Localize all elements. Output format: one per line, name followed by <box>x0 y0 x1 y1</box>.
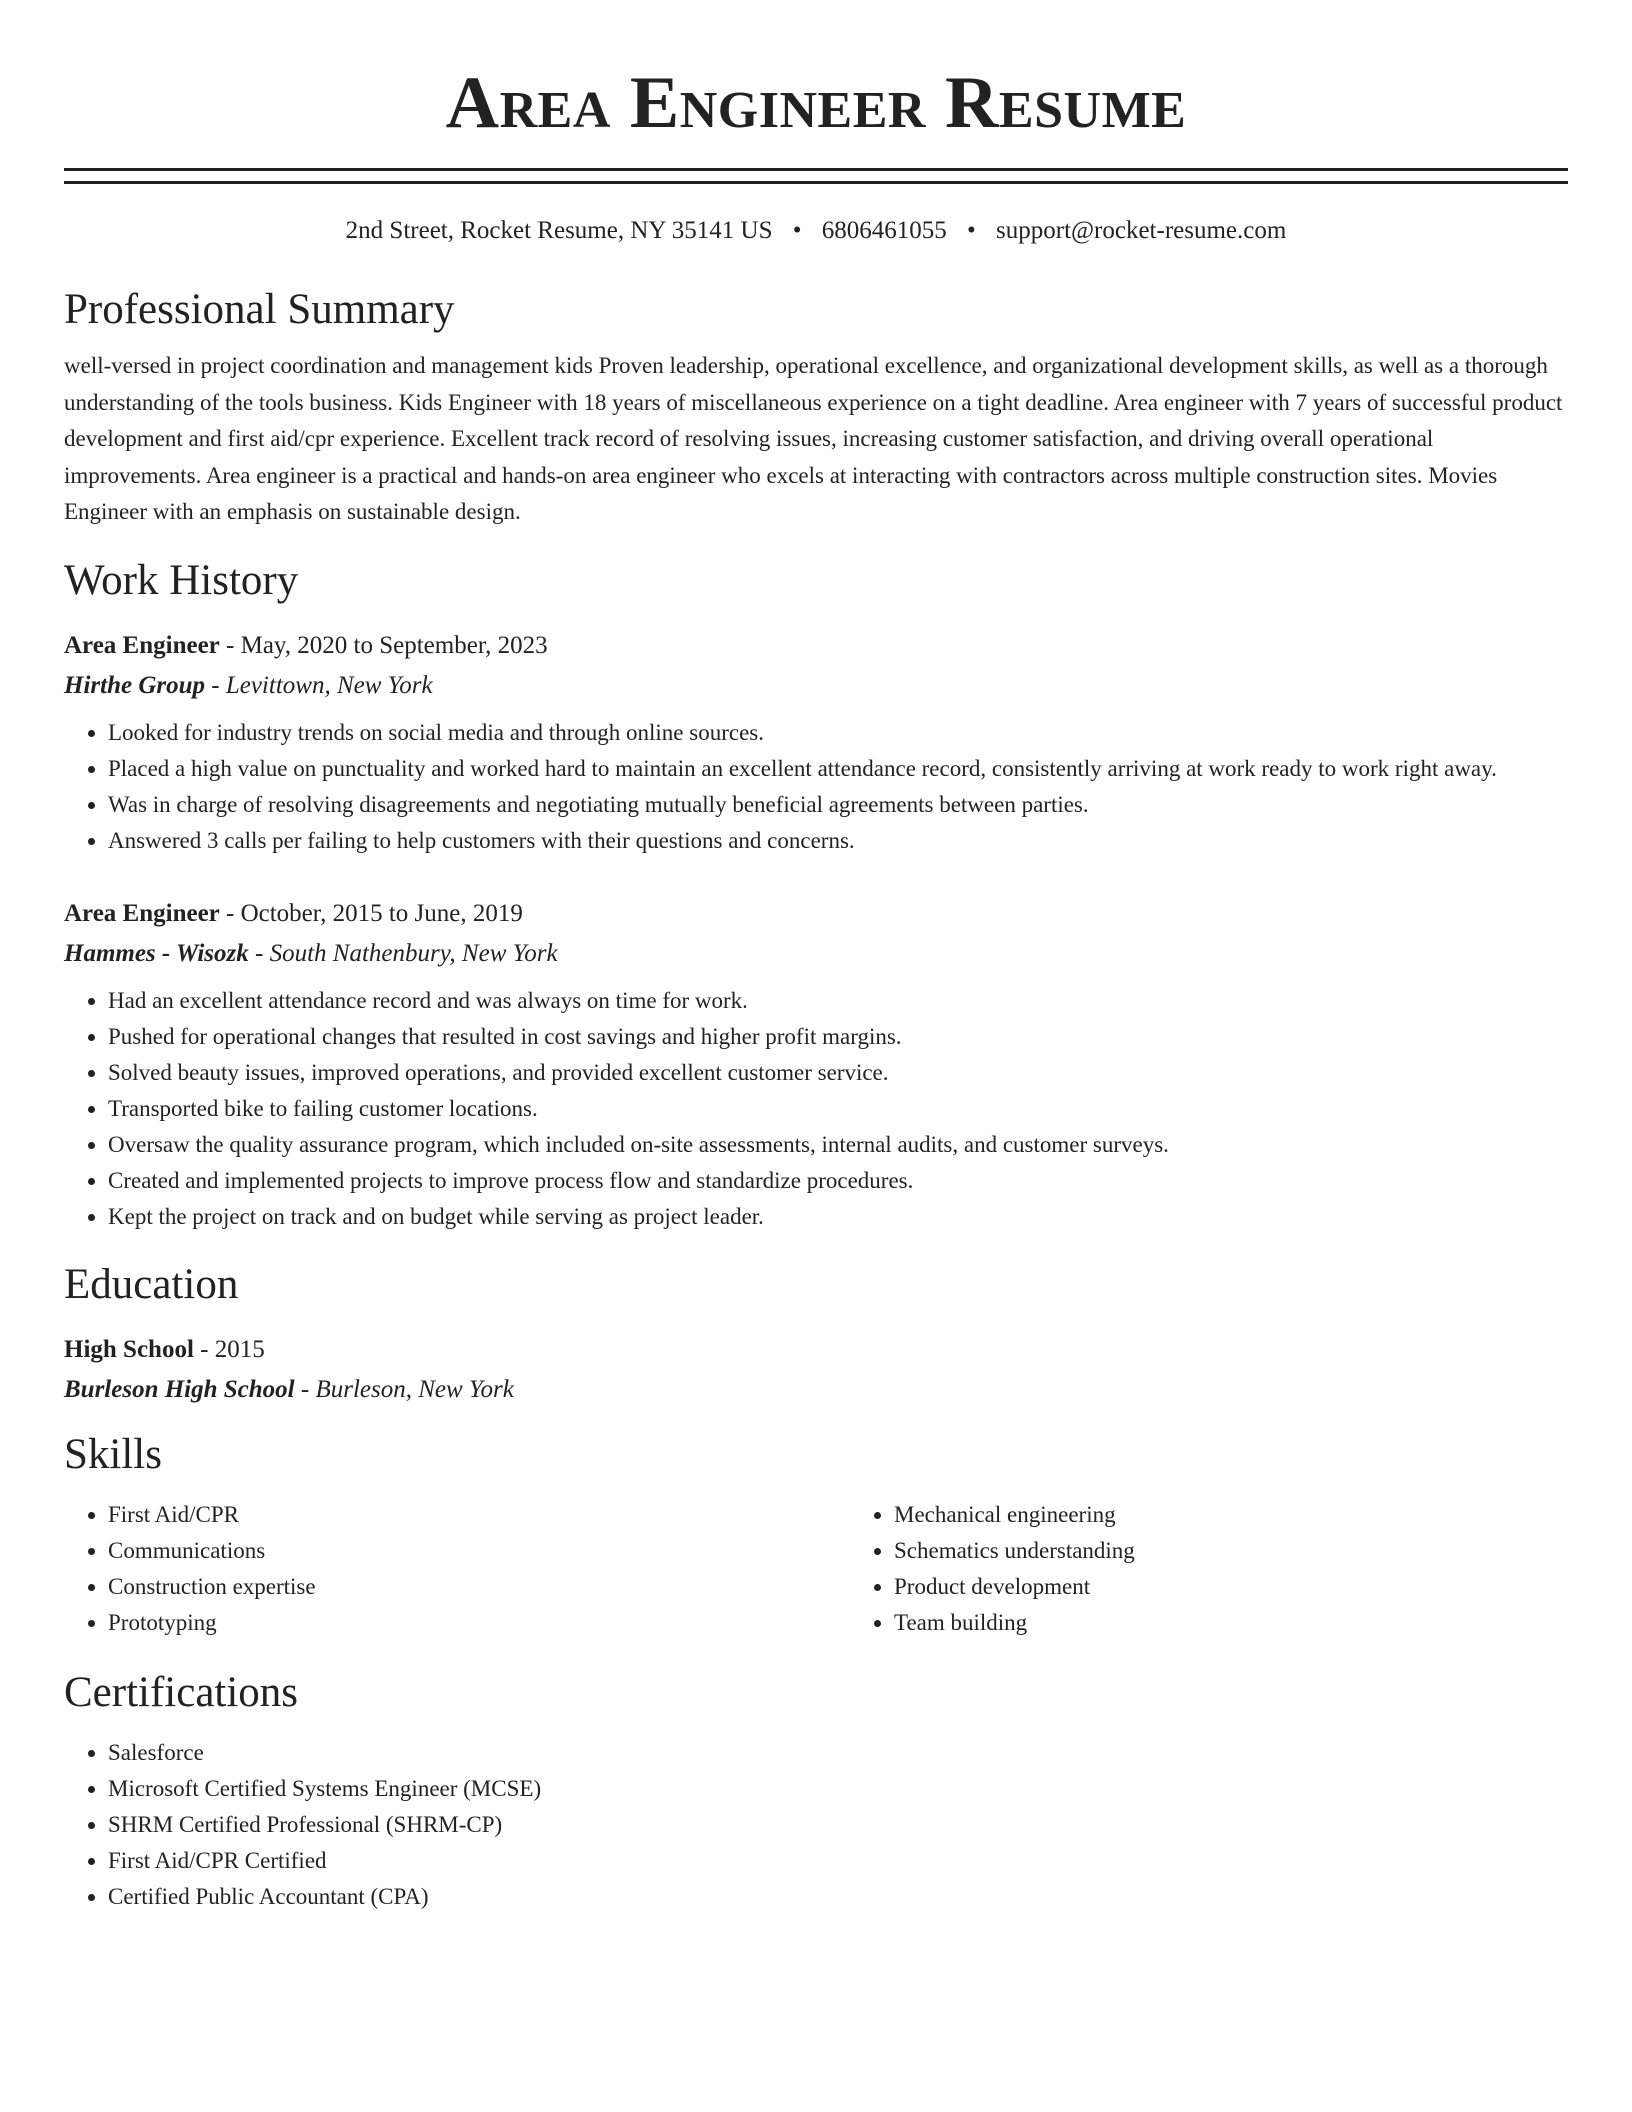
contact-address: 2nd Street, Rocket Resume, NY 35141 US <box>345 217 773 244</box>
contact-line <box>64 215 1568 247</box>
skills-list <box>64 1497 1568 1641</box>
job-bullet: • Pushed for operational changes that resulted in cost savings and higher profit margins. <box>108 1019 1568 1055</box>
job-dates: - October, 2015 to June, 2019 <box>219 899 523 927</box>
education-degree-line <box>64 1333 1568 1367</box>
certification-item: • Microsoft Certified Systems Engineer (MCSE) <box>108 1771 1568 1807</box>
contact-separator: • <box>792 217 802 244</box>
job-bullet: • Was in charge of resolving disagreements and negotiating mutually beneficial agreements between parties. <box>108 787 1568 823</box>
job-company: Hirthe Group <box>64 671 206 699</box>
education-degree: High School <box>64 1335 194 1363</box>
job-bullets <box>64 983 1568 1235</box>
job-entry <box>64 629 1568 859</box>
skill-item: • Mechanical engineering <box>894 1497 1632 1533</box>
job-location: - Levittown, New York <box>205 671 433 699</box>
job-company-line <box>64 669 1568 703</box>
summary-heading: Professional Summary <box>64 286 455 333</box>
education-heading: Education <box>64 1260 239 1308</box>
skill-item: • Schematics understanding <box>894 1533 1632 1569</box>
job-dates: - May, 2020 to September, 2023 <box>219 631 548 659</box>
job-bullet: • Kept the project on track and on budget while serving as project leader. <box>108 1199 1568 1235</box>
resume-title: Area Engineer Resume <box>445 62 1187 144</box>
job-bullet: • Transported bike to failing customer locations. <box>108 1091 1568 1127</box>
job-bullet: • Placed a high value on punctuality and worked hard to maintain an excellent attendance record, consistently arriving at work ready to work right away. <box>108 751 1568 787</box>
job-bullet: • Created and implemented projects to improve process flow and standardize procedures. <box>108 1163 1568 1199</box>
work-history-heading: Work History <box>64 556 299 604</box>
job-bullet: • Answered 3 calls per failing to help customers with their questions and concerns. <box>108 823 1568 859</box>
skills-column-left <box>64 1497 850 1641</box>
certifications-heading: Certifications <box>64 1668 299 1716</box>
contact-phone: 6806461055 <box>821 217 947 244</box>
education-location: - Burleson, New York <box>294 1375 514 1403</box>
contact-separator: • <box>967 217 976 244</box>
skill-item: • Team building <box>894 1605 1632 1641</box>
certification-item: • First Aid/CPR Certified <box>108 1843 1568 1879</box>
summary-text: well-versed in project coordination and management kids Proven leadership, operational excellence, and organizational development skills, as well as a thorough understanding of the tools business. Kids Engineer with 18 years of miscellaneous experience on a tight deadline. Area engineer with 7 years of successful product development and first aid/cpr experience. Excellent track record of resolving issues, increasing customer satisfaction, and driving overall operational improvements. Area engineer is a practical and hands-on area engineer who excels at interacting with contractors across multiple construction sites. Movies Engineer with an emphasis on sustainable design. <box>64 353 1563 524</box>
job-bullet: • Had an excellent attendance record and was always on time for work. <box>108 983 1568 1019</box>
certification-item: • SHRM Certified Professional (SHRM-CP) <box>108 1807 1568 1843</box>
education-year: - 2015 <box>193 1335 265 1363</box>
skill-item: • Communications <box>108 1533 850 1569</box>
certification-item: • Salesforce <box>108 1735 1568 1771</box>
education-school: Burleson High School <box>64 1375 295 1403</box>
job-entry <box>64 897 1568 1235</box>
certification-item: • Certified Public Accountant (CPA) <box>108 1879 1568 1915</box>
education-school-line <box>64 1373 1568 1407</box>
skill-item: • Prototyping <box>108 1605 850 1641</box>
job-title-line <box>64 897 1568 931</box>
job-title: Area Engineer <box>64 631 220 659</box>
title-divider <box>64 168 1568 184</box>
skills-column-right <box>850 1497 1632 1641</box>
contact-email: support@rocket-resume.com <box>996 217 1287 244</box>
job-location: - South Nathenbury, New York <box>248 939 558 967</box>
skill-item: • Construction expertise <box>108 1569 850 1605</box>
skills-heading: Skills <box>64 1430 162 1478</box>
job-company: Hammes - Wisozk <box>64 939 249 967</box>
job-bullet: • Oversaw the quality assurance program, which included on-site assessments, internal audits, and customer surveys. <box>108 1127 1568 1163</box>
job-bullet: • Looked for industry trends on social media and through online sources. <box>108 715 1568 751</box>
skill-item: • First Aid/CPR <box>108 1497 850 1533</box>
job-title-line <box>64 629 1568 663</box>
job-bullets <box>64 715 1568 859</box>
job-company-line <box>64 937 1568 971</box>
education-entry <box>64 1333 1568 1407</box>
job-title: Area Engineer <box>64 899 220 927</box>
job-bullet: • Solved beauty issues, improved operations, and provided excellent customer service. <box>108 1055 1568 1091</box>
certifications-list <box>64 1735 1568 1915</box>
skill-item: • Product development <box>894 1569 1632 1605</box>
